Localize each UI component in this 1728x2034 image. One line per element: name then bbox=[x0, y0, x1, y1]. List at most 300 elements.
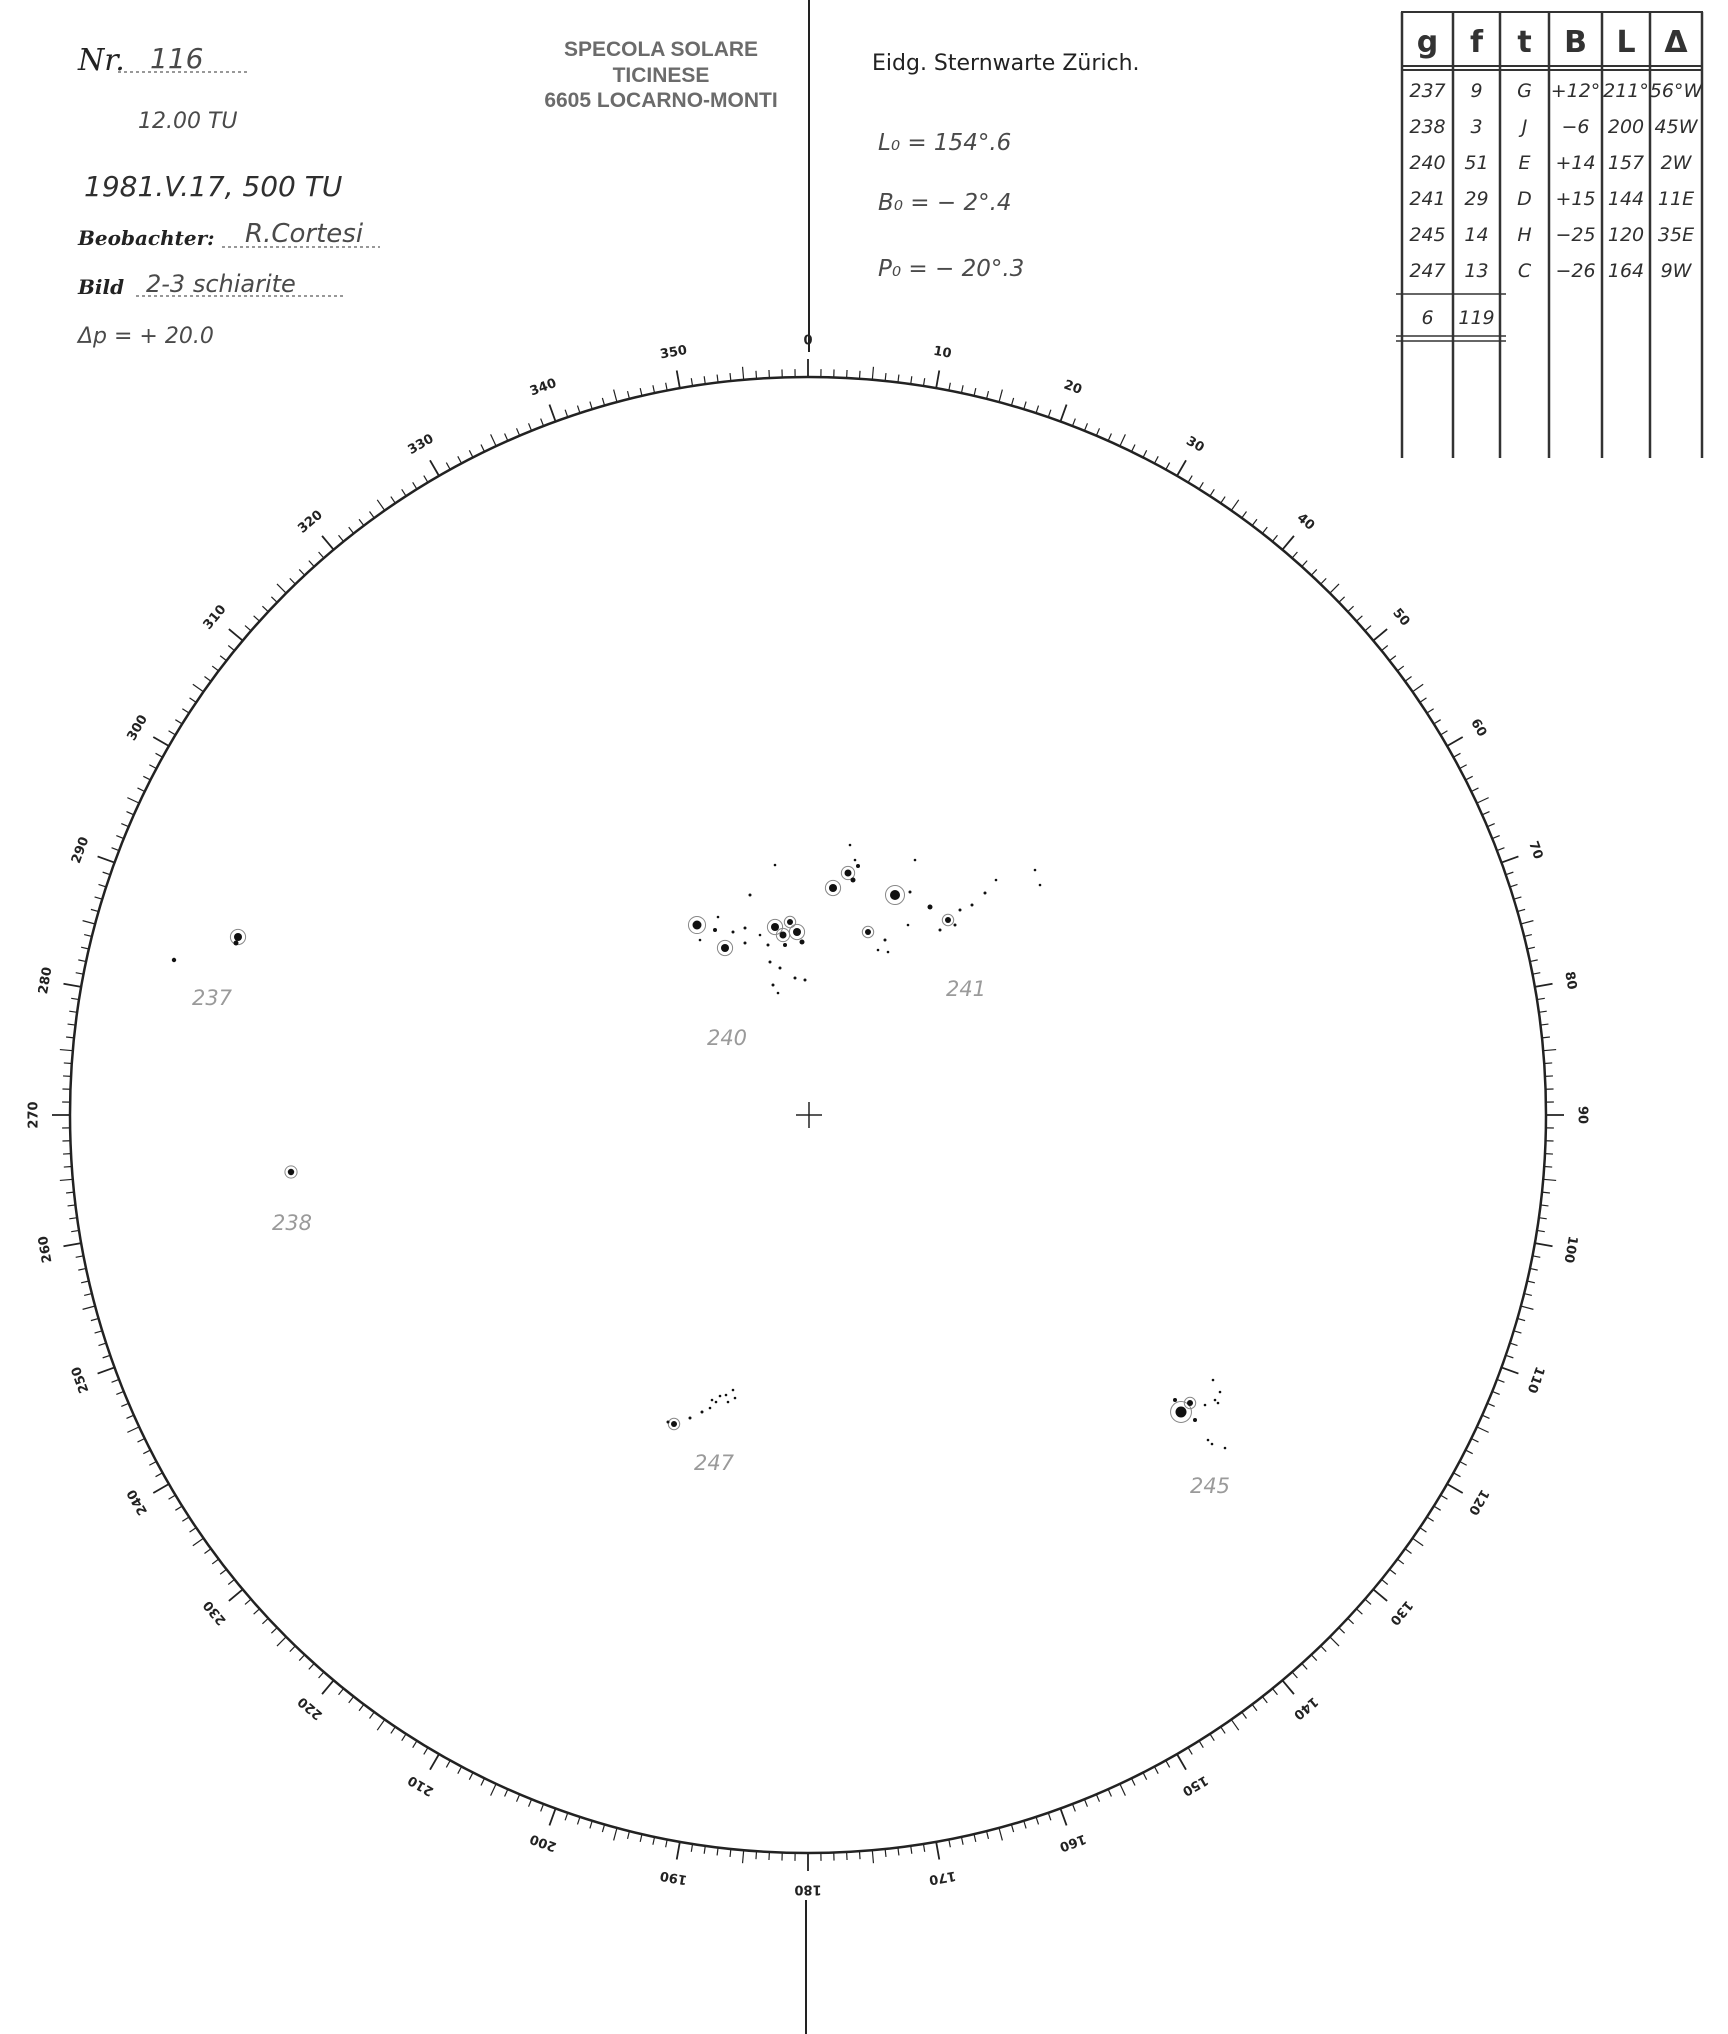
sunspot bbox=[769, 961, 772, 964]
scale-tick bbox=[103, 872, 111, 875]
scale-tick bbox=[1544, 1166, 1552, 1167]
scale-tick bbox=[84, 935, 92, 937]
scale-tick bbox=[156, 1473, 163, 1477]
scale-tick bbox=[1262, 1697, 1267, 1703]
sunspot bbox=[744, 942, 747, 945]
scale-tick bbox=[319, 552, 324, 558]
scale-tick bbox=[228, 1579, 234, 1584]
scale-label-240: 240 bbox=[124, 1486, 151, 1518]
table-cell: E bbox=[1518, 152, 1531, 174]
scale-tick bbox=[1506, 872, 1514, 875]
scale-tick bbox=[1413, 684, 1424, 691]
sunspot bbox=[749, 894, 752, 897]
scale-tick bbox=[666, 1839, 668, 1847]
table-cell: 120 bbox=[1607, 224, 1645, 246]
scale-label-0: 0 bbox=[803, 333, 813, 349]
scale-label-80: 80 bbox=[1561, 970, 1580, 991]
scale-tick bbox=[1036, 406, 1038, 414]
scale-label-110: 110 bbox=[1523, 1364, 1548, 1396]
scale-tick bbox=[424, 1748, 428, 1755]
scale-tick bbox=[1543, 1050, 1556, 1051]
scale-tick bbox=[1427, 709, 1434, 713]
scale-tick bbox=[99, 1343, 107, 1345]
sunspot bbox=[744, 927, 747, 930]
scale-tick bbox=[756, 1851, 757, 1859]
table-cell: 11E bbox=[1657, 188, 1695, 210]
scale-tick bbox=[1231, 1720, 1238, 1731]
scale-tick bbox=[83, 1306, 96, 1309]
scale-tick bbox=[577, 406, 579, 414]
scale-tick bbox=[1530, 1268, 1538, 1270]
scale-tick bbox=[481, 444, 485, 451]
scale-tick bbox=[83, 921, 96, 924]
sunspot bbox=[1219, 1391, 1222, 1394]
scale-tick bbox=[112, 1379, 119, 1382]
sunspot-groups bbox=[172, 844, 1226, 1450]
scale-tick bbox=[1339, 597, 1345, 603]
scale-tick bbox=[1143, 1773, 1147, 1780]
time-value: 12.00 TU bbox=[138, 109, 238, 134]
table-cell: 240 bbox=[1409, 152, 1446, 174]
scale-tick bbox=[349, 1697, 354, 1703]
sunspot bbox=[884, 939, 887, 942]
scale-tick bbox=[717, 375, 718, 383]
table-cell: 238 bbox=[1409, 116, 1446, 138]
sunspot bbox=[1187, 1400, 1193, 1406]
sunspot bbox=[772, 984, 775, 987]
scale-label-50: 50 bbox=[1389, 605, 1413, 630]
sunspot bbox=[849, 844, 852, 847]
scale-tick bbox=[1199, 1741, 1203, 1748]
scale-tick bbox=[149, 1461, 156, 1465]
scale-tick bbox=[262, 1618, 268, 1623]
scale-tick bbox=[1530, 960, 1538, 962]
scale-tick bbox=[76, 1256, 84, 1258]
sunspot bbox=[984, 892, 987, 895]
scale-tick bbox=[413, 1741, 417, 1748]
sunspot bbox=[693, 921, 702, 930]
scale-tick bbox=[628, 391, 630, 399]
scale-tick bbox=[1482, 1415, 1489, 1418]
scale-tick bbox=[1510, 884, 1518, 886]
scale-tick bbox=[370, 1712, 375, 1718]
scale-tick bbox=[1537, 998, 1545, 999]
sunspot bbox=[717, 916, 720, 919]
scale-tick bbox=[691, 1844, 692, 1852]
table-cell: +12° bbox=[1550, 80, 1601, 102]
scale-tick bbox=[1487, 1403, 1494, 1406]
scale-tick bbox=[640, 1834, 642, 1842]
scale-tick bbox=[220, 1569, 226, 1574]
scale-tick bbox=[614, 1828, 617, 1841]
scale-tick bbox=[458, 456, 462, 463]
scale-tick bbox=[491, 434, 496, 446]
sunspot bbox=[1034, 869, 1037, 872]
sunspot bbox=[787, 919, 793, 925]
scale-tick bbox=[1252, 1704, 1257, 1710]
P0-value: P₀ = − 20°.3 bbox=[878, 256, 1025, 282]
scale-tick bbox=[245, 1599, 251, 1604]
scale-tick bbox=[91, 1318, 99, 1320]
scale-tick bbox=[121, 824, 128, 827]
scale-tick bbox=[1072, 419, 1075, 426]
scale-tick bbox=[99, 884, 107, 886]
scale-tick bbox=[730, 1849, 731, 1857]
sunspot bbox=[667, 1421, 670, 1424]
scale-tick bbox=[63, 984, 81, 987]
scale-label-70: 70 bbox=[1525, 839, 1546, 862]
sunspot bbox=[713, 928, 717, 932]
scale-tick bbox=[1537, 1230, 1545, 1231]
scale-tick bbox=[69, 1218, 77, 1219]
scale-tick bbox=[529, 1799, 532, 1806]
scale-tick bbox=[859, 1851, 860, 1859]
scale-tick bbox=[885, 373, 886, 381]
scale-tick bbox=[1532, 1256, 1540, 1258]
scale-tick bbox=[949, 383, 951, 391]
sunspot bbox=[727, 1401, 730, 1404]
sunspot bbox=[1207, 1439, 1210, 1442]
scale-tick bbox=[1405, 1549, 1411, 1554]
scale-tick bbox=[1539, 1011, 1547, 1012]
scale-tick bbox=[1282, 536, 1294, 550]
scale-tick bbox=[212, 1559, 218, 1564]
scale-tick bbox=[103, 1355, 111, 1358]
scale-tick bbox=[143, 776, 150, 780]
scale-tick bbox=[127, 798, 139, 803]
sunspot bbox=[856, 864, 860, 868]
scale-tick bbox=[1210, 1734, 1214, 1741]
scale-label-270: 270 bbox=[26, 1101, 42, 1129]
scale-tick bbox=[339, 1689, 344, 1695]
scale-tick bbox=[81, 947, 89, 949]
group-label-240: 240 bbox=[706, 1026, 748, 1050]
scale-tick bbox=[245, 626, 251, 631]
scale-tick bbox=[1544, 1063, 1552, 1064]
scale-tick bbox=[743, 1850, 744, 1863]
scale-tick bbox=[69, 1011, 77, 1012]
table-cell: 247 bbox=[1409, 260, 1446, 282]
scale-tick bbox=[1420, 1528, 1427, 1532]
scale-tick bbox=[359, 519, 364, 525]
scale-label-320: 320 bbox=[295, 507, 326, 537]
date-value: 1981.V.17, 500 TU bbox=[84, 170, 343, 203]
scale-tick bbox=[322, 1680, 334, 1694]
sunspot bbox=[721, 944, 729, 952]
scale-label-190: 190 bbox=[658, 1867, 689, 1887]
scale-tick bbox=[413, 482, 417, 489]
scale-tick bbox=[923, 378, 924, 386]
scale-tick bbox=[254, 616, 260, 621]
scale-tick bbox=[1166, 1760, 1170, 1767]
scale-label-10: 10 bbox=[932, 343, 953, 362]
scale-tick bbox=[126, 1415, 133, 1418]
sunspot bbox=[959, 909, 962, 912]
scale-tick bbox=[153, 737, 169, 746]
scale-tick bbox=[182, 709, 189, 713]
scale-tick bbox=[640, 388, 642, 396]
scale-tick bbox=[1405, 677, 1411, 682]
scale-tick bbox=[1453, 1473, 1460, 1477]
scale-tick bbox=[677, 1842, 680, 1860]
group-label-241: 241 bbox=[945, 977, 987, 1001]
scale-tick bbox=[229, 629, 243, 641]
ephemeris-block bbox=[872, 51, 1140, 282]
scale-tick bbox=[60, 1050, 73, 1051]
scale-tick bbox=[1540, 1205, 1548, 1206]
scale-label-120: 120 bbox=[1465, 1486, 1492, 1518]
sunspot bbox=[887, 951, 890, 954]
sunspot bbox=[907, 924, 910, 927]
scale-tick bbox=[1542, 1037, 1550, 1038]
scale-tick bbox=[541, 1804, 544, 1811]
table-cell: 144 bbox=[1607, 188, 1645, 210]
scale-tick bbox=[290, 578, 296, 584]
scale-tick bbox=[1084, 1799, 1087, 1806]
scale-tick bbox=[653, 385, 655, 393]
scale-tick bbox=[1154, 1767, 1158, 1774]
scale-tick bbox=[156, 753, 163, 757]
scale-tick bbox=[987, 1831, 989, 1839]
scale-tick bbox=[1466, 1450, 1473, 1454]
scale-label-180: 180 bbox=[794, 1881, 822, 1897]
scale-tick bbox=[430, 460, 439, 476]
table-cell: 164 bbox=[1607, 260, 1645, 282]
scale-tick bbox=[1282, 1680, 1294, 1694]
scale-tick bbox=[1521, 1306, 1534, 1309]
scale-tick bbox=[1048, 1813, 1051, 1821]
scale-tick bbox=[349, 527, 354, 533]
sunspot bbox=[725, 1394, 728, 1397]
table-cell: 2W bbox=[1660, 152, 1692, 174]
sunspot bbox=[829, 884, 837, 892]
delta-p-value: Δp = + 20.0 bbox=[78, 324, 214, 349]
scale-tick bbox=[81, 1281, 89, 1283]
scale-tick bbox=[204, 1549, 210, 1554]
scale-tick bbox=[872, 367, 873, 380]
stamp-line-2: TICINESE bbox=[612, 64, 710, 87]
scale-tick bbox=[1477, 798, 1489, 803]
scale-tick bbox=[1096, 428, 1099, 435]
scale-tick bbox=[1108, 1789, 1111, 1796]
scale-tick bbox=[1154, 456, 1158, 463]
scale-tick bbox=[175, 1506, 182, 1510]
sunspot bbox=[945, 917, 951, 923]
table-cell: 237 bbox=[1409, 80, 1446, 102]
scale-tick bbox=[271, 597, 277, 603]
scale-tick bbox=[1471, 1439, 1478, 1443]
scale-tick bbox=[999, 1828, 1002, 1841]
sunspot bbox=[914, 859, 917, 862]
table-cell: +15 bbox=[1555, 188, 1596, 210]
scale-tick bbox=[923, 1844, 924, 1852]
sunspot bbox=[288, 1169, 294, 1175]
scale-tick bbox=[190, 1528, 197, 1532]
sunspot bbox=[715, 1401, 718, 1404]
scale-tick bbox=[1060, 1808, 1066, 1825]
scale-tick bbox=[628, 1831, 630, 1839]
sunspot bbox=[877, 949, 880, 952]
scale-tick bbox=[898, 375, 899, 383]
scale-tick bbox=[220, 656, 226, 661]
scale-tick bbox=[1390, 1569, 1396, 1574]
scale-label-280: 280 bbox=[36, 965, 56, 996]
scale-tick bbox=[84, 1294, 92, 1296]
scale-tick bbox=[1532, 973, 1540, 975]
sunspot bbox=[1193, 1418, 1197, 1422]
scale-tick bbox=[1321, 1646, 1327, 1652]
table-cell: −25 bbox=[1555, 224, 1596, 246]
sunspot bbox=[1173, 1398, 1177, 1402]
table-cell: 3 bbox=[1470, 116, 1483, 138]
sunspot bbox=[1224, 1447, 1227, 1450]
scale-tick bbox=[169, 1495, 176, 1499]
scale-tick bbox=[271, 1628, 277, 1634]
table-cell: 13 bbox=[1464, 260, 1489, 282]
scale-tick bbox=[1390, 656, 1396, 661]
scale-label-310: 310 bbox=[200, 602, 230, 633]
scale-tick bbox=[430, 1754, 439, 1770]
scale-tick bbox=[1535, 1243, 1553, 1246]
scale-label-100: 100 bbox=[1560, 1234, 1580, 1265]
table-cell: 9 bbox=[1470, 80, 1483, 102]
scale-tick bbox=[1447, 1484, 1463, 1493]
scale-tick bbox=[153, 1484, 169, 1493]
table-header-5: Δ bbox=[1664, 25, 1688, 60]
scale-tick bbox=[359, 1704, 364, 1710]
scale-tick bbox=[936, 1842, 939, 1860]
stamp-line-3: 6605 LOCARNO-MONTI bbox=[544, 89, 778, 112]
scale-tick bbox=[277, 584, 286, 593]
scale-tick bbox=[78, 1268, 86, 1270]
scale-tick bbox=[116, 836, 123, 839]
scale-tick bbox=[1311, 1655, 1316, 1661]
sunspot bbox=[890, 890, 900, 900]
sunspot-group-labels bbox=[192, 977, 1230, 1498]
scale-tick bbox=[391, 1727, 395, 1734]
sunspot bbox=[777, 992, 780, 995]
scale-tick bbox=[529, 423, 532, 430]
table-cell: 14 bbox=[1464, 224, 1489, 246]
scale-tick bbox=[505, 1789, 508, 1796]
table-cell: 9W bbox=[1660, 260, 1692, 282]
scale-tick bbox=[517, 428, 520, 435]
scale-tick bbox=[743, 367, 744, 380]
scale-label-150: 150 bbox=[1179, 1772, 1211, 1799]
scale-tick bbox=[614, 390, 617, 403]
sunspot bbox=[939, 929, 942, 932]
sunspot bbox=[172, 958, 176, 962]
sunspot bbox=[671, 1421, 677, 1427]
table-cell: H bbox=[1517, 224, 1532, 246]
scale-tick bbox=[1242, 1712, 1247, 1718]
scale-tick bbox=[974, 1834, 976, 1842]
scale-tick bbox=[872, 1850, 873, 1863]
scale-tick bbox=[717, 1847, 718, 1855]
scale-tick bbox=[549, 1808, 555, 1825]
scale-tick bbox=[1521, 921, 1534, 924]
observer-value: R.Cortesi bbox=[245, 219, 364, 249]
scale-tick bbox=[1321, 578, 1327, 584]
scale-tick bbox=[974, 388, 976, 396]
sunspot bbox=[793, 928, 801, 936]
group-label-245: 245 bbox=[1189, 1474, 1231, 1498]
disk-center-cross bbox=[796, 1102, 822, 1128]
sunspot bbox=[711, 1399, 714, 1402]
scale-tick bbox=[1120, 434, 1125, 446]
sunspot bbox=[1204, 1404, 1207, 1407]
L0-value: L₀ = 154°.6 bbox=[878, 130, 1012, 156]
scale-tick bbox=[1143, 450, 1147, 457]
table-cell: G bbox=[1517, 80, 1532, 102]
scale-tick bbox=[169, 731, 176, 735]
scale-tick bbox=[1252, 519, 1257, 525]
scale-tick bbox=[143, 1450, 150, 1454]
scale-tick bbox=[1108, 433, 1111, 440]
scale-label-160: 160 bbox=[1057, 1830, 1089, 1855]
scale-tick bbox=[1535, 984, 1553, 987]
sunspot bbox=[709, 1407, 712, 1410]
sunspot bbox=[1211, 1443, 1214, 1446]
scale-tick bbox=[137, 788, 144, 792]
header-block bbox=[76, 42, 380, 349]
scale-tick bbox=[127, 1427, 139, 1432]
scale-tick bbox=[1036, 1817, 1038, 1825]
scale-tick bbox=[1011, 1824, 1013, 1832]
scale-tick bbox=[987, 391, 989, 399]
table-cell: 35E bbox=[1657, 224, 1695, 246]
scale-tick bbox=[1330, 584, 1339, 593]
scale-tick bbox=[1177, 1754, 1186, 1770]
bild-label: Bild bbox=[78, 275, 125, 299]
scale-tick bbox=[1492, 836, 1499, 839]
scale-label-130: 130 bbox=[1386, 1597, 1416, 1628]
sunspot bbox=[779, 967, 782, 970]
scale-tick bbox=[1397, 1559, 1403, 1564]
scale-tick bbox=[1427, 1517, 1434, 1521]
scale-tick bbox=[290, 1646, 296, 1652]
scale-tick bbox=[1482, 812, 1489, 815]
scale-tick bbox=[322, 536, 334, 550]
scale-tick bbox=[1382, 1579, 1388, 1584]
nr-label: Nr. bbox=[78, 43, 125, 78]
scale-tick bbox=[949, 1839, 951, 1847]
scale-tick bbox=[1501, 856, 1518, 862]
scale-tick bbox=[68, 1205, 76, 1206]
sunspot bbox=[854, 859, 857, 862]
scale-tick bbox=[1132, 444, 1136, 451]
scale-label-290: 290 bbox=[68, 834, 93, 866]
scale-tick bbox=[1060, 405, 1066, 422]
table-cell: J bbox=[1521, 116, 1528, 138]
sunspot bbox=[732, 1389, 735, 1392]
scale-tick bbox=[1492, 1391, 1499, 1394]
sunspot bbox=[995, 879, 998, 882]
scale-tick bbox=[602, 1824, 604, 1832]
scale-label-300: 300 bbox=[124, 712, 151, 744]
scale-tick bbox=[1120, 1784, 1125, 1796]
scale-tick bbox=[446, 1760, 450, 1767]
scale-tick bbox=[859, 371, 860, 379]
scale-tick bbox=[212, 666, 218, 671]
scale-tick bbox=[1506, 1355, 1514, 1358]
scale-tick bbox=[377, 1720, 384, 1731]
group-label-238: 238 bbox=[271, 1211, 313, 1235]
scale-tick bbox=[1373, 629, 1387, 641]
scale-tick bbox=[98, 856, 115, 862]
scale-tick bbox=[1517, 909, 1525, 911]
scale-label-250: 250 bbox=[68, 1364, 93, 1396]
